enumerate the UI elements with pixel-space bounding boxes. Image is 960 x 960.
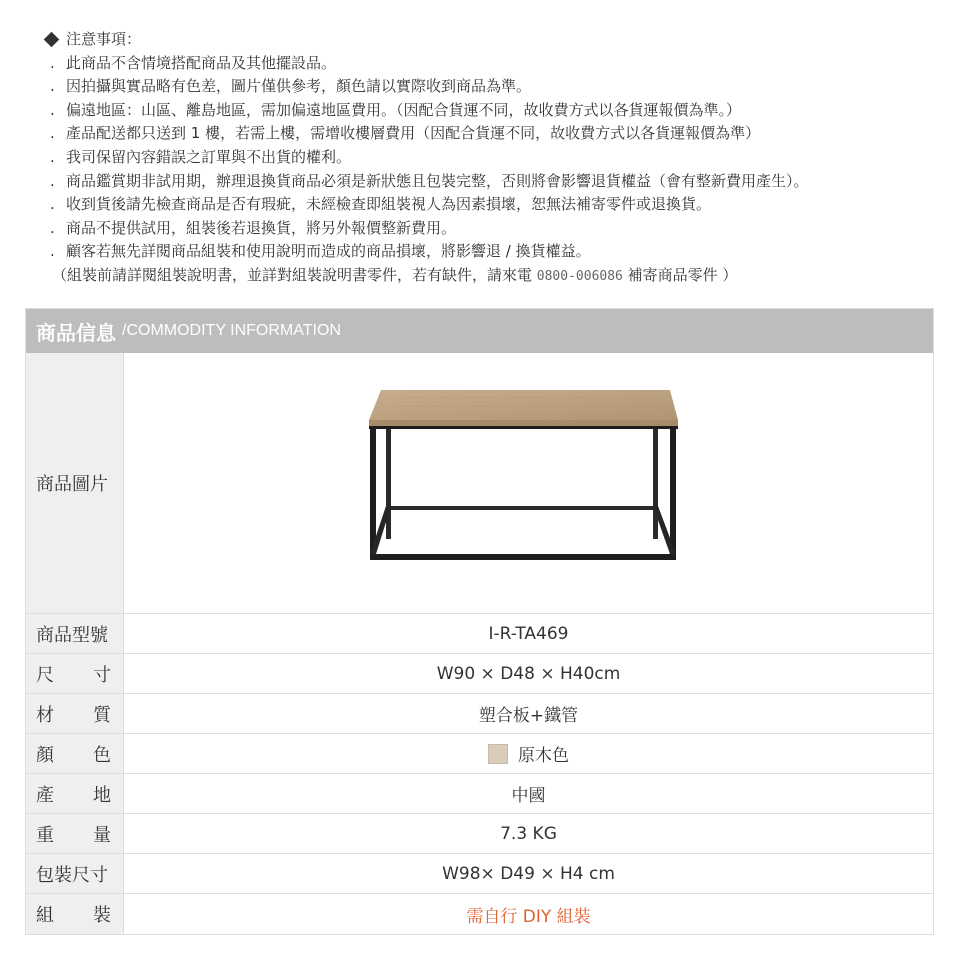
note-item <box>40 52 940 76</box>
bullet-dot: . <box>50 124 55 143</box>
note-text: 商品鑑賞期非試用期，辦理退換貨商品必須是新狀態且包裝完整，否則將會影響退貨權益（會有整新費用產生）。 <box>66 171 809 190</box>
product-dimensions: W90 × D48 × H40cm <box>436 663 621 684</box>
row-label <box>26 814 124 853</box>
bullet-dot: . <box>50 171 55 190</box>
product-weight: 7.3 KG <box>500 823 557 844</box>
table-row <box>26 813 933 853</box>
row-label <box>26 854 124 893</box>
bullet-dot: . <box>50 195 55 214</box>
label-text-right: 質 <box>93 704 111 726</box>
product-photo-row <box>26 353 933 613</box>
row-label <box>26 734 124 773</box>
bullet-dot: . <box>50 100 55 119</box>
note-text: 偏遠地區：山區、離島地區，需加偏遠地區費用。（因配合貨運不同，故收費方式以各貨運報價為準。） <box>66 100 742 119</box>
note-text: 商品不提供試用，組裝後若退換貨，將另外報價整新費用。 <box>66 218 457 237</box>
table-row <box>26 893 933 934</box>
note-text: 我司保留內容錯誤之訂單與不出貨的權利。 <box>66 147 352 166</box>
note-item <box>40 240 940 264</box>
row-label <box>26 614 124 653</box>
notes-footer <box>40 264 940 289</box>
label-text-right: 量 <box>93 824 111 846</box>
bullet-dot: . <box>50 147 55 166</box>
bullet-dot: . <box>50 218 55 237</box>
label-text-left: 顏 <box>36 744 54 766</box>
product-origin: 中國 <box>511 786 546 806</box>
color-swatch-icon <box>488 744 508 764</box>
note-item <box>40 122 940 146</box>
label-text-right: 地 <box>93 784 111 806</box>
row-label <box>26 894 124 934</box>
product-photo-cell <box>124 353 933 613</box>
info-header <box>26 309 933 353</box>
note-text: 此商品不含情境搭配商品及其他擺設品。 <box>66 53 337 72</box>
note-item <box>40 146 940 170</box>
table-row <box>26 653 933 693</box>
commodity-info-table <box>25 308 934 935</box>
table-row <box>26 853 933 893</box>
note-item <box>40 75 940 99</box>
note-text: 收到貨後請先檢查商品是否有瑕疵，未經檢查即組裝視人為因素損壞，恕無法補寄零件或退換貨。 <box>66 195 712 214</box>
label-text-left: 重 <box>36 824 54 846</box>
row-label <box>26 654 124 693</box>
package-dimensions: W98× D49 × H4 cm <box>442 863 615 884</box>
table-row <box>26 613 933 653</box>
label-text-right: 色 <box>93 744 111 766</box>
note-item <box>40 170 940 194</box>
bullet-dot: . <box>50 53 55 72</box>
notes-title-row <box>40 28 940 52</box>
notes-title: 注意事項： <box>66 30 142 48</box>
label-text-right: 裝 <box>93 905 111 926</box>
label-text-left: 尺 <box>36 664 54 686</box>
footer-text-before: （組裝前請詳閱組裝說明書，並詳對組裝說明書零件，若有缺件，請來電 <box>52 265 537 284</box>
note-text: 產品配送都只送到 1 樓，若需上樓，需增收樓層費用（因配合貨運不同，故收費方式以各貨運報價為準） <box>66 124 761 143</box>
model-number: I-R-TA469 <box>488 623 569 644</box>
table-row <box>26 773 933 813</box>
product-material: 塑合板+鐵管 <box>478 706 579 726</box>
diamond-icon <box>44 32 60 48</box>
label-text: 商品型號 <box>36 624 108 646</box>
note-text: 因拍攝與實品略有色差，圖片僅供參考，顏色請以實際收到商品為準。 <box>66 77 532 96</box>
note-item <box>40 99 940 123</box>
notes-section <box>40 28 940 289</box>
label-text: 包裝尺寸 <box>36 864 108 886</box>
note-item <box>40 193 940 217</box>
info-heading-zh: 商品信息 <box>36 320 116 345</box>
table-row <box>26 693 933 733</box>
label-text-left: 組 <box>36 905 54 926</box>
label-text-left: 產 <box>36 784 54 806</box>
product-color <box>124 734 933 773</box>
coffee-table-image <box>364 388 694 578</box>
footer-text-after: 補寄商品零件 ） <box>622 265 738 284</box>
service-phone: 0800-006086 <box>536 268 623 284</box>
info-heading-en: /COMMODITY INFORMATION <box>122 322 341 339</box>
bullet-dot: . <box>50 242 55 261</box>
note-text: 顧客若無先詳閱商品組裝和使用說明而造成的商品損壞，將影響退 / 換貨權益。 <box>66 242 591 261</box>
row-label <box>26 694 124 733</box>
color-name: 原木色 <box>518 746 569 766</box>
label-text-right: 寸 <box>93 664 111 686</box>
photo-label: 商品圖片 <box>26 353 124 613</box>
note-item <box>40 217 940 241</box>
assembly-note: 需自行 DIY 組裝 <box>466 906 591 927</box>
bullet-dot: . <box>50 77 55 96</box>
table-row <box>26 733 933 773</box>
label-text-left: 材 <box>36 704 54 726</box>
row-label <box>26 774 124 813</box>
